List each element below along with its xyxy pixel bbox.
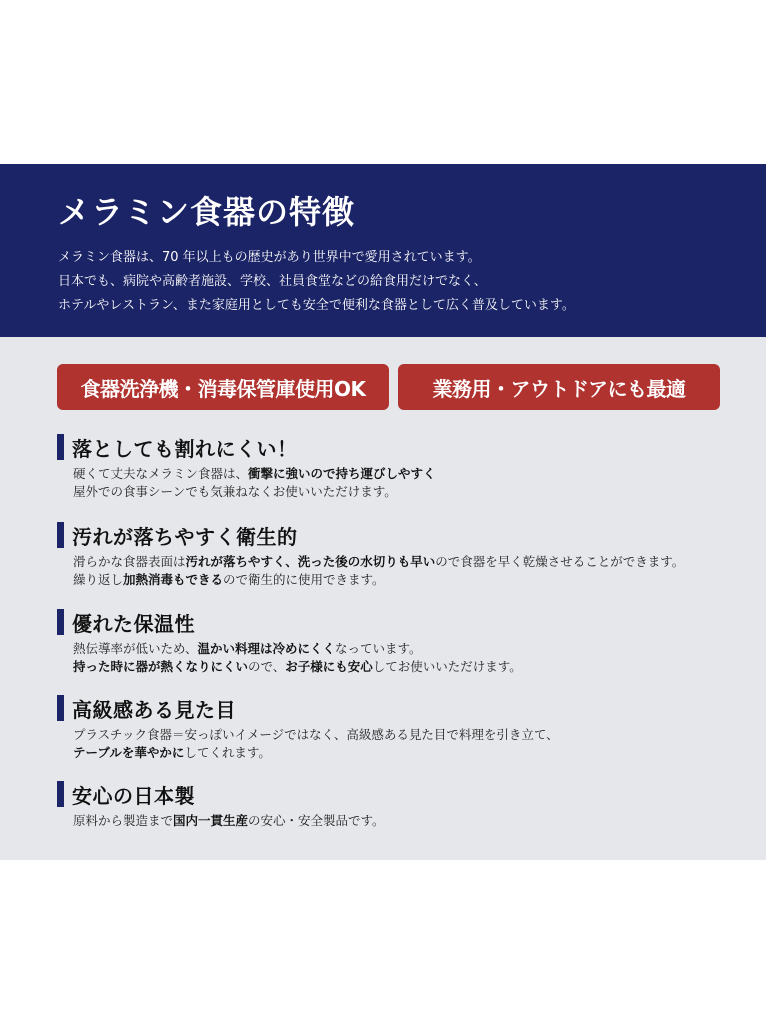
feature-made-in-japan [57,780,757,830]
page-title: メラミン食器の特徴 [58,193,356,231]
description-line [73,571,757,589]
intro-line: メラミン食器は、70 年以上もの歴史があり世界中で愛用されています。 [58,250,481,265]
feature-description [73,726,757,762]
feature-description [73,640,757,676]
section-marker [57,781,64,807]
emphasis-text: 加熱消毒もできる [123,572,224,587]
emphasis-text: 温かい料理は冷めにくく [197,641,336,656]
body-text: 滑らかな食器表面は [73,554,186,569]
description-line [73,640,757,658]
description-line [73,812,757,830]
description-line [73,465,757,483]
description-line [73,744,757,762]
description-line [73,658,757,676]
intro-line: 日本でも、病院や高齢者施設、学校、社員食堂などの給食用だけでなく、 [58,274,487,289]
body-text: なっています。 [335,641,422,656]
body-text: 熱伝導率が低いため、 [73,641,198,656]
section-marker [57,609,64,635]
description-line [73,483,757,501]
section-marker [57,522,64,548]
description-line [73,726,757,744]
feature-hygienic [57,521,757,589]
feature-title: 安心の日本製 [72,783,195,808]
body-text: 原料から製造まで [73,813,174,828]
emphasis-text: 持った時に器が熱くなりにくい [73,659,249,674]
feature-description [73,812,757,830]
body-text: してくれます。 [184,745,271,760]
body-text: ので、 [248,659,286,674]
emphasis-text: テーブルを華やかに [73,745,185,760]
feature-premium-look [57,694,757,762]
intro-line: ホテルやレストラン、また家庭用としても安全で便利な食器として広く普及しています。 [58,298,575,313]
emphasis-text: お子様にも安心 [285,659,373,674]
intro-text [58,246,758,318]
feature-heat-retention [57,608,757,676]
dishwasher-ok-badge: 食器洗浄機・消毒保管庫使用OK [57,364,389,410]
section-marker [57,695,64,721]
feature-title: 汚れが落ちやすく衛生的 [72,524,298,549]
description-line [73,553,757,571]
features-section [0,337,766,860]
body-text: の安心・安全製品です。 [248,813,385,828]
body-text: ので食器を早く乾燥させることができます。 [435,554,685,569]
emphasis-text: 衝撃に強いので持ち運びしやすく [248,466,436,481]
body-text: ので衛生的に使用できます。 [223,572,385,587]
feature-title: 高級感ある見た目 [72,697,236,722]
emphasis-text: 国内一貫生産 [173,813,249,828]
feature-description [73,465,757,501]
feature-title: 優れた保温性 [72,611,195,636]
feature-shatterproof [57,433,757,501]
section-marker [57,434,64,460]
commercial-outdoor-badge: 業務用・アウトドアにも最適 [398,364,720,410]
header-banner [0,164,766,337]
body-text: 繰り返し [73,572,124,587]
body-text: プラスチック食器＝安っぽいイメージではなく、高級感ある見た目で料理を引き立て、 [73,727,559,742]
feature-title: 落としても割れにくい！ [72,436,298,461]
feature-description [73,553,757,589]
body-text: してお使いいただけます。 [372,659,522,674]
body-text: 屋外での食事シーンでも気兼ねなくお使いいただけます。 [73,484,397,499]
emphasis-text: 汚れが落ちやすく、洗った後の水切りも早い [185,554,436,569]
body-text: 硬くて丈夫なメラミン食器は、 [73,466,249,481]
